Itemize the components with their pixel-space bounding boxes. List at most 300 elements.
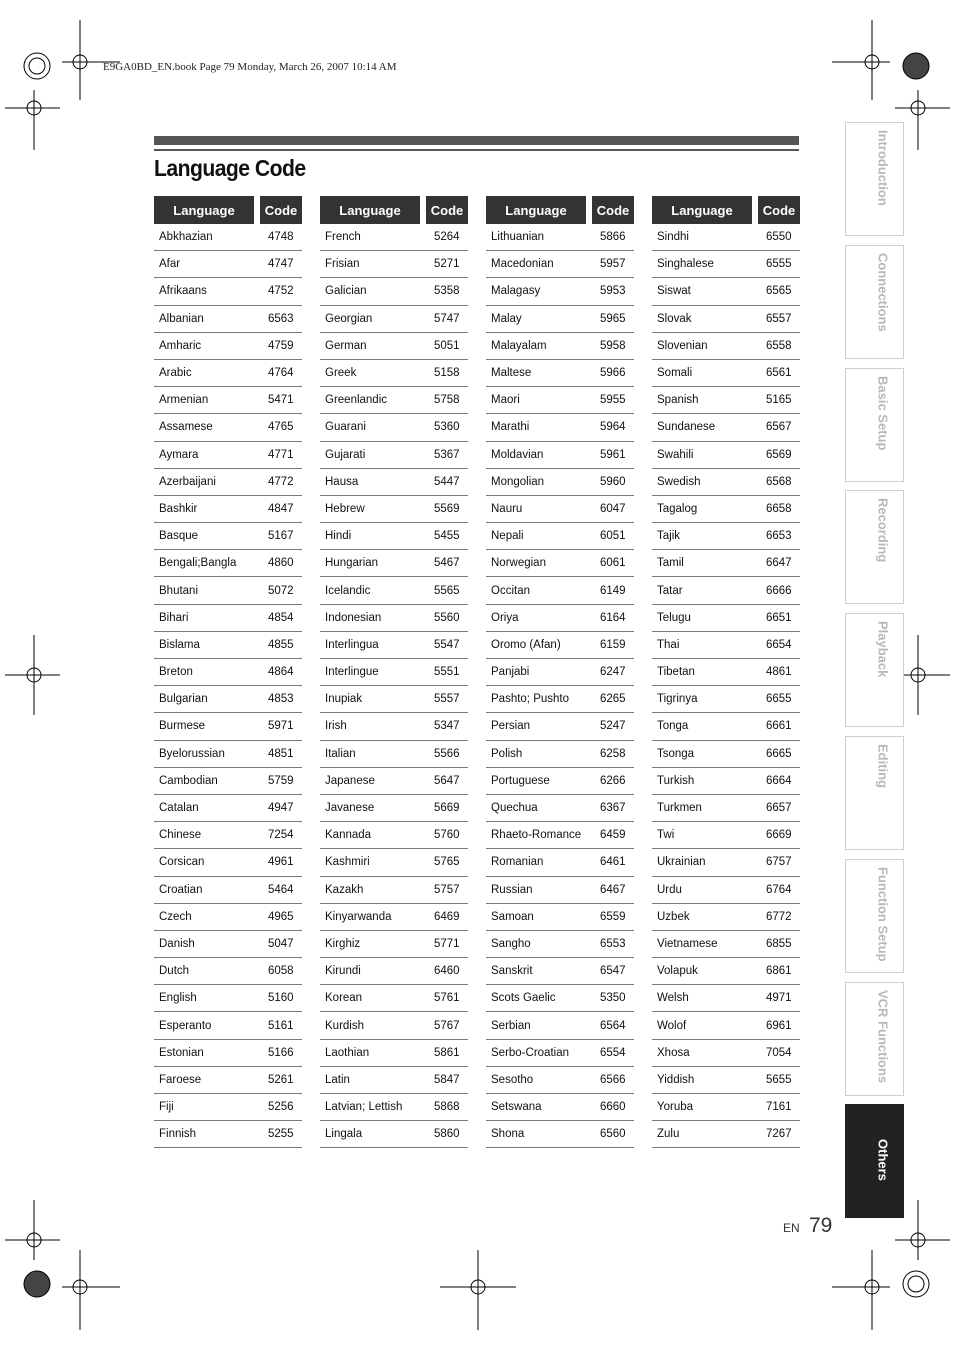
language-name: Russian bbox=[491, 883, 533, 896]
language-name: Gujarati bbox=[325, 448, 366, 461]
table-row bbox=[652, 1067, 800, 1094]
language-code: 5759 bbox=[268, 774, 294, 787]
language-name: Swedish bbox=[657, 475, 701, 488]
language-name: Guarani bbox=[325, 421, 366, 434]
table-row bbox=[320, 713, 468, 740]
table-row bbox=[486, 387, 634, 414]
language-code: 4855 bbox=[268, 638, 294, 651]
language-code: 6658 bbox=[766, 502, 792, 515]
language-code: 6655 bbox=[766, 693, 792, 706]
language-name: Italian bbox=[325, 747, 356, 760]
language-code: 4965 bbox=[268, 910, 294, 923]
language-name: Maltese bbox=[491, 367, 532, 380]
table-row bbox=[652, 496, 800, 523]
tab-playback[interactable] bbox=[845, 613, 904, 727]
table-row bbox=[486, 605, 634, 632]
table-row bbox=[652, 686, 800, 713]
language-code: 5072 bbox=[268, 584, 294, 597]
language-name: Panjabi bbox=[491, 666, 530, 679]
table-row bbox=[486, 360, 634, 387]
language-code: 4961 bbox=[268, 856, 294, 869]
language-name: Inupiak bbox=[325, 693, 363, 706]
language-code: 4759 bbox=[268, 339, 294, 352]
tab-label: VCR Functions bbox=[875, 989, 890, 1083]
table-row bbox=[486, 931, 634, 958]
language-code: 5247 bbox=[600, 720, 626, 733]
language-code: 5367 bbox=[434, 448, 460, 461]
language-code: 5958 bbox=[600, 339, 626, 352]
table-row bbox=[652, 659, 800, 686]
table-row bbox=[154, 877, 302, 904]
table-row bbox=[320, 1094, 468, 1121]
language-code: 5161 bbox=[268, 1019, 294, 1032]
language-code: 6660 bbox=[600, 1101, 626, 1114]
language-code: 5966 bbox=[600, 367, 626, 380]
table-row bbox=[154, 741, 302, 768]
table-header bbox=[320, 196, 468, 224]
table-row bbox=[154, 306, 302, 333]
table-row bbox=[154, 414, 302, 441]
language-code: 6563 bbox=[268, 312, 294, 325]
table-row bbox=[652, 822, 800, 849]
language-name: Cambodian bbox=[159, 774, 218, 787]
language-code: 5960 bbox=[600, 475, 626, 488]
language-code: 5166 bbox=[268, 1046, 294, 1059]
table-row bbox=[154, 632, 302, 659]
language-name: Moldavian bbox=[491, 448, 544, 461]
table-row bbox=[154, 958, 302, 985]
language-code: 6554 bbox=[600, 1046, 626, 1059]
table-row bbox=[154, 985, 302, 1012]
table-row bbox=[154, 1012, 302, 1039]
language-code: 4853 bbox=[268, 693, 294, 706]
language-name: Kurdish bbox=[325, 1019, 364, 1032]
language-code: 5760 bbox=[434, 829, 460, 842]
language-name: Maori bbox=[491, 394, 520, 407]
table-row bbox=[652, 278, 800, 305]
table-row bbox=[486, 632, 634, 659]
language-name: Icelandic bbox=[325, 584, 371, 597]
table-row bbox=[486, 849, 634, 876]
language-name: Yiddish bbox=[657, 1073, 695, 1086]
table-row bbox=[652, 795, 800, 822]
language-name: Sesotho bbox=[491, 1073, 534, 1086]
language-name: Javanese bbox=[325, 802, 375, 815]
language-code: 6669 bbox=[766, 829, 792, 842]
language-name: German bbox=[325, 339, 367, 352]
language-name: Finnish bbox=[159, 1128, 197, 1141]
table-row bbox=[320, 414, 468, 441]
language-name: Samoan bbox=[491, 910, 534, 923]
language-name: Czech bbox=[159, 910, 192, 923]
language-name: Turkish bbox=[657, 774, 695, 787]
language-code: 6469 bbox=[434, 910, 460, 923]
language-name: Bislama bbox=[159, 638, 200, 651]
table-row bbox=[486, 904, 634, 931]
language-name: Danish bbox=[159, 937, 195, 950]
language-code: 5566 bbox=[434, 747, 460, 760]
table-row bbox=[486, 333, 634, 360]
header-language: Language bbox=[652, 196, 752, 224]
language-name: Oromo (Afan) bbox=[491, 638, 561, 651]
language-code: 6564 bbox=[600, 1019, 626, 1032]
language-code: 6764 bbox=[766, 883, 792, 896]
language-name: Japanese bbox=[325, 774, 375, 787]
language-code: 4771 bbox=[268, 448, 294, 461]
header-code: Code bbox=[426, 196, 468, 224]
table-row bbox=[154, 224, 302, 251]
page-title: Language Code bbox=[154, 155, 306, 181]
title-rule bbox=[154, 149, 799, 151]
language-code: 5261 bbox=[268, 1073, 294, 1086]
page-language: EN bbox=[783, 1221, 800, 1235]
language-table-1 bbox=[154, 196, 302, 1148]
language-code: 5264 bbox=[434, 231, 460, 244]
language-code: 5565 bbox=[434, 584, 460, 597]
table-row bbox=[320, 741, 468, 768]
table-row bbox=[486, 442, 634, 469]
language-code: 6665 bbox=[766, 747, 792, 760]
table-row bbox=[320, 523, 468, 550]
language-name: Indonesian bbox=[325, 611, 382, 624]
language-name: Laothian bbox=[325, 1046, 370, 1059]
language-code: 5569 bbox=[434, 502, 460, 515]
table-header bbox=[154, 196, 302, 224]
language-name: Assamese bbox=[159, 421, 213, 434]
page-number: 79 bbox=[809, 1214, 833, 1237]
language-code: 5557 bbox=[434, 693, 460, 706]
language-name: Vietnamese bbox=[657, 937, 718, 950]
language-code: 4864 bbox=[268, 666, 294, 679]
table-row bbox=[486, 550, 634, 577]
table-row bbox=[486, 523, 634, 550]
language-code: 6547 bbox=[600, 965, 626, 978]
language-name: Romanian bbox=[491, 856, 544, 869]
language-name: Wolof bbox=[657, 1019, 687, 1032]
language-name: Kinyarwanda bbox=[325, 910, 392, 923]
language-code: 4765 bbox=[268, 421, 294, 434]
tab-basic-setup[interactable] bbox=[845, 368, 904, 482]
language-name: Urdu bbox=[657, 883, 682, 896]
language-name: Albanian bbox=[159, 312, 204, 325]
language-name: Nauru bbox=[491, 502, 523, 515]
language-code: 6061 bbox=[600, 557, 626, 570]
language-name: Latvian; Lettish bbox=[325, 1101, 403, 1114]
language-code: 6661 bbox=[766, 720, 792, 733]
language-code: 6757 bbox=[766, 856, 792, 869]
tab-introduction[interactable] bbox=[845, 122, 904, 236]
language-name: Bengali;Bangla bbox=[159, 557, 237, 570]
table-row bbox=[652, 1012, 800, 1039]
header-language: Language bbox=[320, 196, 420, 224]
language-code: 5961 bbox=[600, 448, 626, 461]
language-name: Azerbaijani bbox=[159, 475, 216, 488]
table-row bbox=[154, 795, 302, 822]
language-code: 5467 bbox=[434, 557, 460, 570]
language-name: Lingala bbox=[325, 1128, 363, 1141]
language-code: 6051 bbox=[600, 530, 626, 543]
tab-connections[interactable] bbox=[845, 245, 904, 359]
header-language: Language bbox=[486, 196, 586, 224]
language-name: Faroese bbox=[159, 1073, 202, 1086]
language-code: 6367 bbox=[600, 802, 626, 815]
table-row bbox=[320, 550, 468, 577]
table-row bbox=[320, 958, 468, 985]
language-code: 5767 bbox=[434, 1019, 460, 1032]
language-name: Thai bbox=[657, 638, 680, 651]
language-name: Interlingue bbox=[325, 666, 379, 679]
language-name: Serbian bbox=[491, 1019, 531, 1032]
language-name: Aymara bbox=[159, 448, 199, 461]
language-code: 4847 bbox=[268, 502, 294, 515]
table-row bbox=[320, 931, 468, 958]
table-row bbox=[486, 659, 634, 686]
table-row bbox=[486, 251, 634, 278]
language-name: Corsican bbox=[159, 856, 205, 869]
table-row bbox=[154, 605, 302, 632]
table-row bbox=[652, 251, 800, 278]
language-name: Pashto; Pushto bbox=[491, 693, 569, 706]
language-name: Abkhazian bbox=[159, 231, 213, 244]
language-name: Malayalam bbox=[491, 339, 547, 352]
table-row bbox=[320, 224, 468, 251]
language-name: Quechua bbox=[491, 802, 538, 815]
table-row bbox=[486, 1121, 634, 1148]
table-row bbox=[320, 985, 468, 1012]
tab-label: Others bbox=[875, 1139, 890, 1182]
table-row bbox=[652, 877, 800, 904]
language-code: 4860 bbox=[268, 557, 294, 570]
header-language: Language bbox=[154, 196, 254, 224]
language-name: Twi bbox=[657, 829, 675, 842]
table-row bbox=[154, 849, 302, 876]
language-name: Estonian bbox=[159, 1046, 204, 1059]
table-row bbox=[320, 360, 468, 387]
language-code: 7254 bbox=[268, 829, 294, 842]
language-code: 5957 bbox=[600, 258, 626, 271]
language-code: 6664 bbox=[766, 774, 792, 787]
language-name: Afrikaans bbox=[159, 285, 207, 298]
language-name: Scots Gaelic bbox=[491, 992, 556, 1005]
table-row bbox=[154, 904, 302, 931]
language-code: 5771 bbox=[434, 937, 460, 950]
table-row bbox=[320, 632, 468, 659]
language-name: Tsonga bbox=[657, 747, 695, 760]
table-row bbox=[652, 985, 800, 1012]
table-row bbox=[320, 1040, 468, 1067]
language-name: Georgian bbox=[325, 312, 373, 325]
table-row bbox=[652, 931, 800, 958]
language-code: 5471 bbox=[268, 394, 294, 407]
language-code: 6651 bbox=[766, 611, 792, 624]
language-code: 6047 bbox=[600, 502, 626, 515]
language-name: Burmese bbox=[159, 720, 206, 733]
tab-label: Recording bbox=[875, 498, 890, 563]
language-name: Nepali bbox=[491, 530, 524, 543]
tab-function-setup[interactable] bbox=[845, 859, 904, 973]
table-row bbox=[486, 1067, 634, 1094]
language-code: 6460 bbox=[434, 965, 460, 978]
language-name: English bbox=[159, 992, 197, 1005]
language-code: 5360 bbox=[434, 421, 460, 434]
language-code: 5964 bbox=[600, 421, 626, 434]
language-code: 4947 bbox=[268, 802, 294, 815]
language-name: Portuguese bbox=[491, 774, 550, 787]
language-code: 5757 bbox=[434, 883, 460, 896]
table-row bbox=[486, 795, 634, 822]
language-code: 6149 bbox=[600, 584, 626, 597]
language-name: Bulgarian bbox=[159, 693, 208, 706]
title-bar bbox=[154, 136, 799, 145]
language-name: Singhalese bbox=[657, 258, 714, 271]
language-name: Zulu bbox=[657, 1128, 680, 1141]
language-code: 5861 bbox=[434, 1046, 460, 1059]
table-row bbox=[652, 904, 800, 931]
table-row bbox=[486, 822, 634, 849]
table-row bbox=[320, 768, 468, 795]
language-name: Armenian bbox=[159, 394, 209, 407]
language-code: 6247 bbox=[600, 666, 626, 679]
language-name: Sundanese bbox=[657, 421, 716, 434]
language-name: Bihari bbox=[159, 611, 189, 624]
table-row bbox=[320, 333, 468, 360]
table-row bbox=[154, 659, 302, 686]
language-code: 5866 bbox=[600, 231, 626, 244]
table-row bbox=[320, 1012, 468, 1039]
language-name: Malagasy bbox=[491, 285, 541, 298]
table-row bbox=[652, 306, 800, 333]
tab-recording[interactable] bbox=[845, 490, 904, 604]
table-row bbox=[320, 1067, 468, 1094]
table-row bbox=[652, 632, 800, 659]
table-header bbox=[486, 196, 634, 224]
table-row bbox=[154, 1094, 302, 1121]
language-code: 6647 bbox=[766, 557, 792, 570]
language-name: Tibetan bbox=[657, 666, 695, 679]
table-row bbox=[486, 496, 634, 523]
table-row bbox=[154, 251, 302, 278]
language-code: 5655 bbox=[766, 1073, 792, 1086]
language-code: 6467 bbox=[600, 883, 626, 896]
language-code: 6657 bbox=[766, 802, 792, 815]
language-name: Occitan bbox=[491, 584, 530, 597]
table-row bbox=[320, 822, 468, 849]
language-name: Greenlandic bbox=[325, 394, 388, 407]
language-name: Mongolian bbox=[491, 475, 545, 488]
language-code: 6459 bbox=[600, 829, 626, 842]
language-name: Siswat bbox=[657, 285, 691, 298]
language-name: Polish bbox=[491, 747, 523, 760]
language-name: Latin bbox=[325, 1073, 350, 1086]
table-row bbox=[320, 469, 468, 496]
language-name: Croatian bbox=[159, 883, 203, 896]
language-code: 5747 bbox=[434, 312, 460, 325]
table-row bbox=[320, 659, 468, 686]
print-header: E9GA0BD_EN.book Page 79 Monday, March 26, 2007 10:14 AM bbox=[103, 61, 397, 73]
language-name: Telugu bbox=[657, 611, 691, 624]
language-name: Sangho bbox=[491, 937, 531, 950]
language-code: 4851 bbox=[268, 747, 294, 760]
table-row bbox=[320, 877, 468, 904]
language-name: Amharic bbox=[159, 339, 202, 352]
language-name: Tigrinya bbox=[657, 693, 698, 706]
table-row bbox=[652, 849, 800, 876]
table-row bbox=[486, 469, 634, 496]
table-row bbox=[652, 333, 800, 360]
table-row bbox=[486, 1040, 634, 1067]
language-name: Sindhi bbox=[657, 231, 689, 244]
language-table-3 bbox=[486, 196, 634, 1148]
language-name: Tatar bbox=[657, 584, 683, 597]
language-name: Interlingua bbox=[325, 638, 379, 651]
table-row bbox=[652, 360, 800, 387]
language-code: 6855 bbox=[766, 937, 792, 950]
language-name: Kirundi bbox=[325, 965, 361, 978]
table-row bbox=[652, 442, 800, 469]
tab-vcr-functions[interactable] bbox=[845, 982, 904, 1096]
language-code: 5647 bbox=[434, 774, 460, 787]
language-name: Setswana bbox=[491, 1101, 542, 1114]
language-name: Tagalog bbox=[657, 502, 698, 515]
language-name: Norwegian bbox=[491, 557, 546, 570]
table-row bbox=[154, 278, 302, 305]
language-name: French bbox=[325, 231, 361, 244]
language-code: 6565 bbox=[766, 285, 792, 298]
header-code: Code bbox=[592, 196, 634, 224]
language-code: 6567 bbox=[766, 421, 792, 434]
tab-editing[interactable] bbox=[845, 736, 904, 850]
tab-others[interactable] bbox=[845, 1104, 904, 1218]
language-name: Greek bbox=[325, 367, 357, 380]
table-row bbox=[154, 469, 302, 496]
table-row bbox=[320, 496, 468, 523]
language-code: 5350 bbox=[600, 992, 626, 1005]
language-code: 6258 bbox=[600, 747, 626, 760]
table-row bbox=[320, 1121, 468, 1148]
language-name: Spanish bbox=[657, 394, 699, 407]
language-code: 6569 bbox=[766, 448, 792, 461]
language-name: Marathi bbox=[491, 421, 530, 434]
table-row bbox=[652, 469, 800, 496]
table-row bbox=[154, 768, 302, 795]
language-code: 6566 bbox=[600, 1073, 626, 1086]
language-code: 5860 bbox=[434, 1128, 460, 1141]
table-row bbox=[154, 931, 302, 958]
language-code: 7161 bbox=[766, 1101, 792, 1114]
language-code: 6654 bbox=[766, 638, 792, 651]
language-code: 4861 bbox=[766, 666, 792, 679]
language-code: 6159 bbox=[600, 638, 626, 651]
table-row bbox=[154, 442, 302, 469]
language-code: 4971 bbox=[766, 992, 792, 1005]
language-code: 5551 bbox=[434, 666, 460, 679]
language-name: Hausa bbox=[325, 475, 359, 488]
table-row bbox=[652, 523, 800, 550]
language-code: 5955 bbox=[600, 394, 626, 407]
language-code: 6568 bbox=[766, 475, 792, 488]
table-row bbox=[154, 333, 302, 360]
language-name: Swahili bbox=[657, 448, 694, 461]
language-name: Tajik bbox=[657, 530, 681, 543]
language-name: Arabic bbox=[159, 367, 192, 380]
language-name: Volapuk bbox=[657, 965, 698, 978]
language-code: 6058 bbox=[268, 965, 294, 978]
table-row bbox=[320, 605, 468, 632]
language-code: 6666 bbox=[766, 584, 792, 597]
language-name: Rhaeto-Romance bbox=[491, 829, 582, 842]
table-row bbox=[154, 1121, 302, 1148]
table-row bbox=[486, 1012, 634, 1039]
